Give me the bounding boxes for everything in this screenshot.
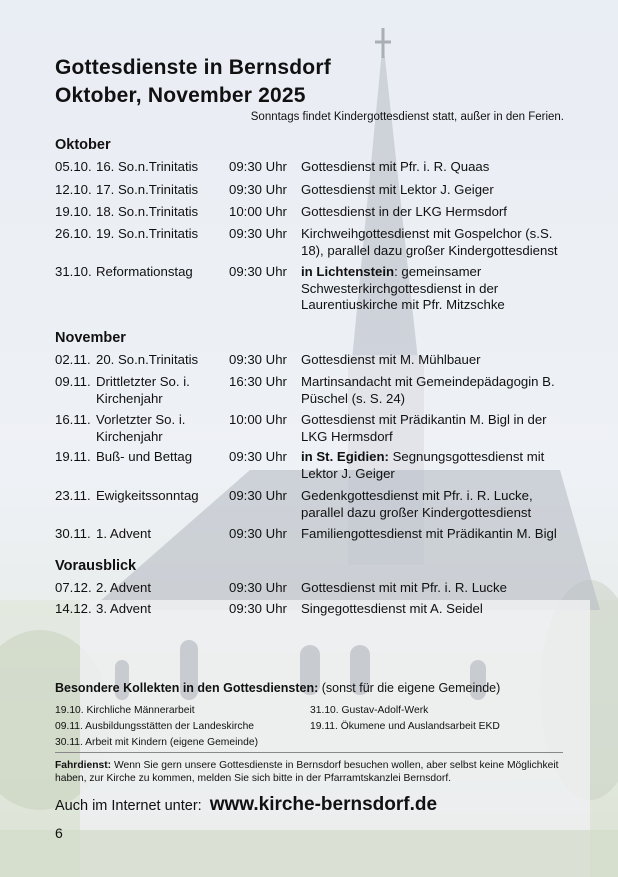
kollekte-item: 19.10. Kirchliche Männerarbeit bbox=[55, 705, 195, 716]
service-date: 12.10. bbox=[55, 182, 92, 197]
service-description bbox=[301, 449, 573, 482]
page-title: Gottesdienste in Bernsdorf bbox=[55, 56, 331, 79]
section-heading-november: November bbox=[55, 330, 126, 346]
section-heading-vorausblick: Vorausblick bbox=[55, 558, 137, 574]
service-time: 09:30 Uhr bbox=[229, 264, 287, 279]
service-description bbox=[301, 264, 573, 314]
fahrdienst-text: Wenn Sie gern unsere Gottesdienste in Bernsdorf besuchen wollen, aber selbst keine Möglichkeit haben, zur Kirche zu kommen, melden Sie sich bitte in der Pfarramtskanzlei Bernsdorf. bbox=[55, 760, 559, 784]
service-time: 09:30 Uhr bbox=[229, 488, 287, 503]
service-description-text: : gemeinsamer Schwesterkirchgottesdienst in der Laurentiuskirche mit Pfr. Mitzschke bbox=[301, 264, 505, 312]
service-occasion: 19. So.n.Trinitatis bbox=[96, 226, 199, 241]
service-time: 09:30 Uhr bbox=[229, 449, 287, 464]
service-location: in Lichtenstein bbox=[301, 264, 395, 279]
service-occasion: 17. So.n.Trinitatis bbox=[96, 182, 199, 197]
internet-label: Auch im Internet unter: bbox=[55, 798, 202, 814]
service-occasion: Drittletzter So. i. Kirchenjahr bbox=[96, 374, 190, 406]
service-occasion: Vorletzter So. i. Kirchenjahr bbox=[96, 412, 186, 444]
kollekte-item: 19.11. Ökumene und Auslandsarbeit EKD bbox=[310, 721, 500, 732]
fahrdienst-notice bbox=[55, 759, 570, 785]
kollekte-item: 09.11. Ausbildungsstätten der Landeskirche bbox=[55, 721, 255, 732]
kollekten-heading bbox=[55, 681, 500, 695]
service-occasion: 18. So.n.Trinitatis bbox=[96, 204, 199, 219]
kollekte-item: 31.10. Gustav-Adolf-Werk bbox=[310, 705, 429, 716]
service-description: Gottesdienst mit mit Pfr. i. R. Lucke bbox=[301, 580, 507, 595]
service-time: 09:30 Uhr bbox=[229, 182, 287, 197]
service-description: Familiengottesdienst mit Prädikantin M. Bigl bbox=[301, 526, 557, 541]
kindergottesdienst-note: Sonntags findet Kindergottesdienst statt, außer in den Ferien. bbox=[250, 111, 564, 123]
service-description: Gottesdienst mit Lektor J. Geiger bbox=[301, 182, 494, 197]
service-description: Gottesdienst mit M. Mühlbauer bbox=[301, 352, 481, 367]
page-number: 6 bbox=[55, 825, 63, 841]
service-time: 09:30 Uhr bbox=[229, 226, 287, 241]
service-description: Kirchweihgottesdienst mit Gospelchor (s.S. 18), parallel dazu großer Kindergottesdienst bbox=[301, 226, 558, 258]
service-occasion: Buß- und Bettag bbox=[96, 449, 193, 464]
fahrdienst-label: Fahrdienst: bbox=[55, 760, 112, 771]
service-description: Gottesdienst mit Pfr. i. R. Quaas bbox=[301, 159, 490, 174]
service-description-text: Segnungsgottesdienst mit Lektor J. Geiger bbox=[301, 449, 545, 481]
service-occasion: 1. Advent bbox=[96, 526, 151, 541]
service-date: 02.11. bbox=[55, 352, 91, 367]
service-date: 26.10. bbox=[55, 226, 92, 241]
service-location: in St. Egidien: bbox=[301, 449, 389, 464]
service-occasion: 2. Advent bbox=[96, 580, 151, 595]
service-date: 07.12. bbox=[55, 580, 92, 595]
service-description: Gottesdienst in der LKG Hermsdorf bbox=[301, 204, 507, 219]
service-description: Singegottesdienst mit A. Seidel bbox=[301, 601, 483, 616]
service-occasion: 3. Advent bbox=[96, 601, 151, 616]
service-time: 10:00 Uhr bbox=[229, 412, 287, 427]
service-time: 09:30 Uhr bbox=[229, 159, 287, 174]
service-time: 16:30 Uhr bbox=[229, 374, 287, 389]
service-time: 09:30 Uhr bbox=[229, 352, 287, 367]
website-link[interactable]: www.kirche-bernsdorf.de bbox=[209, 794, 438, 815]
internet-line bbox=[55, 794, 437, 816]
service-date: 09.11. bbox=[55, 374, 91, 389]
service-occasion: 16. So.n.Trinitatis bbox=[96, 159, 199, 174]
service-description: Gedenkgottesdienst mit Pfr. i. R. Lucke, parallel dazu großer Kindergottesdienst bbox=[301, 488, 533, 520]
service-time: 09:30 Uhr bbox=[229, 601, 287, 616]
kollekten-heading-bold: Besondere Kollekten in den Gottesdiensten: bbox=[55, 681, 319, 695]
service-description: Gottesdienst mit Prädikantin M. Bigl in der LKG Hermsdorf bbox=[301, 412, 547, 444]
service-date: 19.10. bbox=[55, 204, 92, 219]
service-date: 23.11. bbox=[55, 488, 91, 503]
service-occasion: Reformationstag bbox=[96, 264, 193, 279]
service-date: 14.12. bbox=[55, 601, 92, 616]
service-occasion: Ewigkeitssonntag bbox=[96, 488, 199, 503]
divider bbox=[55, 752, 563, 753]
service-occasion: 20. So.n.Trinitatis bbox=[96, 352, 199, 367]
service-date: 05.10. bbox=[55, 159, 92, 174]
service-time: 09:30 Uhr bbox=[229, 526, 287, 541]
service-date: 30.11. bbox=[55, 526, 91, 541]
kollekten-heading-note: (sonst für die eigene Gemeinde) bbox=[318, 681, 501, 695]
service-date: 19.11. bbox=[55, 449, 91, 464]
service-description: Martinsandacht mit Gemeindepädagogin B. Püschel (s. S. 24) bbox=[301, 374, 555, 406]
service-date: 16.11. bbox=[55, 412, 91, 427]
section-heading-oktober: Oktober bbox=[55, 137, 111, 153]
service-date: 31.10. bbox=[55, 264, 92, 279]
kollekte-item: 30.11. Arbeit mit Kindern (eigene Gemeinde) bbox=[55, 737, 259, 748]
service-time: 09:30 Uhr bbox=[229, 580, 287, 595]
service-time: 10:00 Uhr bbox=[229, 204, 287, 219]
page-subtitle: Oktober, November 2025 bbox=[55, 84, 306, 107]
